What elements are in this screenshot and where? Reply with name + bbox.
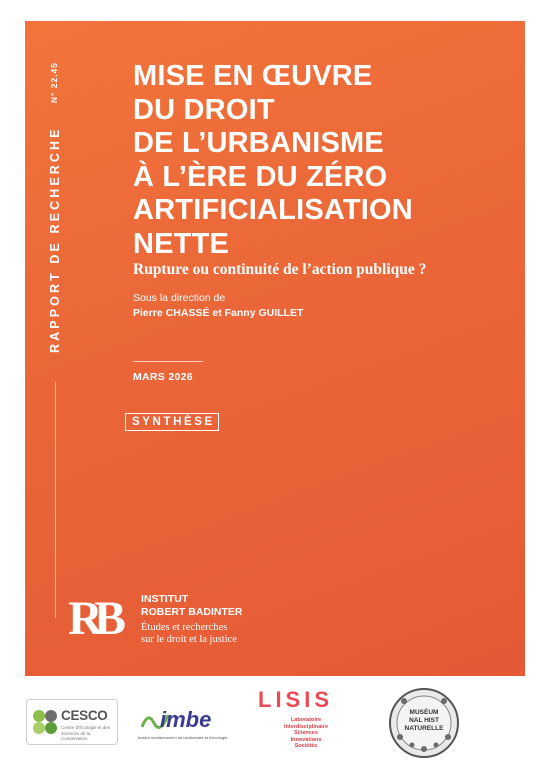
report-number: N° 22.45 xyxy=(49,62,59,104)
museum-name-line: MUSÉUM xyxy=(409,709,439,716)
title-line: MISE EN ŒUVRE xyxy=(133,60,373,92)
institute-tagline-line1: Études et recherches xyxy=(141,622,228,633)
lisis-logo xyxy=(258,687,348,757)
lisis-subtitle-line: Sociétés xyxy=(294,743,318,749)
imbe-name: imbe xyxy=(160,707,212,732)
cesco-circles-icon xyxy=(32,709,58,735)
imbe-logo xyxy=(138,695,236,747)
imbe-subtitle: Institut méditerranéen de biodiversité et d’écologie xyxy=(138,735,228,740)
title-line: ARTIFICIALISATION xyxy=(133,194,413,226)
title-line: NETTE xyxy=(133,227,230,260)
institute-name-line2: ROBERT BADINTER xyxy=(141,606,243,618)
lisis-subtitle-line: Interdisciplinaire xyxy=(284,723,329,730)
institut-robert-badinter-logo xyxy=(68,592,132,638)
lisis-subtitle-line: Laboratoire xyxy=(290,717,322,723)
svg-text:B: B xyxy=(94,592,127,638)
partner-logos xyxy=(0,683,550,777)
vertical-divider xyxy=(55,382,56,618)
horizontal-divider xyxy=(133,361,203,362)
museum-name-line: NATURELLE xyxy=(404,725,444,732)
museum-name xyxy=(388,709,460,733)
museum-name-line: NAL HIST xyxy=(409,717,439,724)
report-subtitle: Rupture ou continuité de l’action publique ? xyxy=(133,261,427,278)
lisis-name: LISIS xyxy=(258,687,334,712)
side-band xyxy=(49,62,63,372)
direction-label: Sous la direction de xyxy=(133,292,226,304)
institute-name-line1: INSTITUT xyxy=(141,593,189,605)
lisis-subtitle xyxy=(284,717,328,750)
report-title xyxy=(133,60,413,261)
cesco-subtitle: Centre d’Écologie et des Sciences de la Conservation xyxy=(61,725,111,741)
institute-tagline-line2: sur le droit et la justice xyxy=(141,634,237,645)
cesco-logo xyxy=(26,699,118,745)
lisis-subtitle-line: Sciences xyxy=(294,730,318,736)
publication-date: MARS 2026 xyxy=(133,371,193,383)
title-line: DU DROIT xyxy=(133,93,275,126)
museum-logo xyxy=(388,687,460,759)
authors: Pierre CHASSÉ et Fanny GUILLET xyxy=(133,307,304,319)
cesco-name: CESCO xyxy=(61,708,108,723)
report-type-label: RAPPORT DE RECHERCHE xyxy=(48,126,62,353)
lisis-subtitle-line: Innovations xyxy=(290,736,322,743)
svg-text:R: R xyxy=(68,592,103,638)
title-line: À L’ÈRE DU ZÉRO xyxy=(133,160,388,193)
title-line: DE L’URBANISME xyxy=(133,127,384,159)
synthese-badge: SYNTHÈSE xyxy=(125,413,219,431)
